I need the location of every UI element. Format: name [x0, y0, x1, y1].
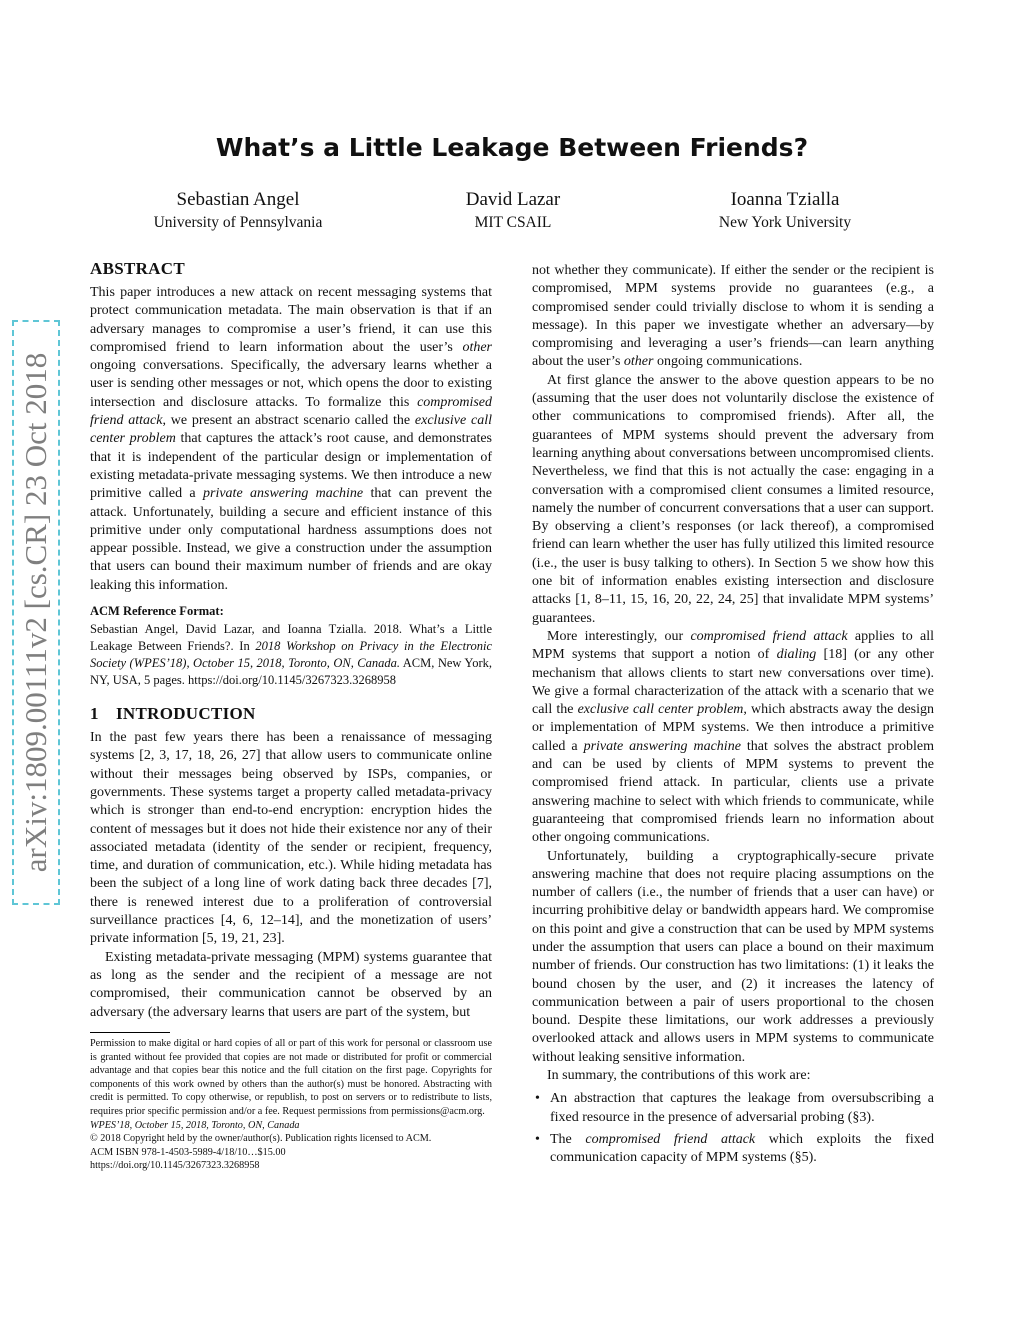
abstract-heading: ABSTRACT	[90, 259, 185, 278]
author-block	[88, 188, 388, 234]
author-affiliation: University of Pennsylvania	[153, 214, 323, 231]
doi-line: https://doi.org/10.1145/3267323.3268958	[90, 1160, 260, 1172]
footnote-rule	[90, 1032, 170, 1033]
left-column	[90, 258, 492, 1022]
intro-paragraph: Existing metadata-private messaging (MPM) systems guarantee that as long as the sender and the recipient of a message are not compromised, their communication cannot be observed by an adversary (the adversary learns that users are part of the system, but	[90, 949, 492, 1020]
body-paragraph: not whether they communicate). If either the sender or the recipient is compromised, MPM systems provide no guarantees (e.g., a compromised sender could trivially disclose to whom it is sending a message). In this paper we investigate whether an adversary—by compromising and leveraging a user’s friends—can learn anything about the user’s other ongoing communications.	[532, 263, 934, 370]
author-affiliation: MIT CSAIL	[474, 214, 552, 231]
arxiv-identifier-stamp: arXiv:1809.00111v2 [cs.CR] 23 Oct 2018	[12, 320, 60, 905]
body-paragraph: Unfortunately, building a cryptographically-secure private answering machine that does not require placing assumptions on the number of callers (i.e., the number of friends that a user can have) or incurring prohibitive delay or bandwidth appears hard. We compromise on this point and give a construction that can be used by MPM systems under the assumption that users can place a bound on their maximum number of friends. Our construction has two limitations: (1) it leaks the bound chosen by the user, and (2) it increases the latency of communication between a pair of users proportional to the chosen bound. Despite these limitations, our work addresses a previously overlooked attack and allows users in MPM systems to communicate without leaking sensitive information.	[532, 848, 934, 1065]
author-block	[635, 188, 935, 234]
copyright-line: © 2018 Copyright held by the owner/author(s). Publication rights licensed to ACM.	[90, 1133, 432, 1145]
paper-title: What’s a Little Leakage Between Friends?	[215, 133, 809, 162]
author-affiliation: New York University	[718, 214, 852, 231]
contributions-list	[532, 1090, 934, 1167]
bullet-icon: •	[535, 1131, 540, 1147]
author-name: Ioanna Tzialla	[730, 189, 840, 210]
acm-reference-heading: ACM Reference Format:	[90, 604, 224, 619]
author-name: Sebastian Angel	[176, 189, 300, 210]
list-item: • An abstraction that captures the leakage from oversubscribing a fixed resource in the presence of adversarial probing (§3).	[535, 1091, 934, 1125]
acm-reference-text: Sebastian Angel, David Lazar, and Ioanna Tzialla. 2018. What’s a Little Leakage Between Friends?. In 2018 Workshop on Privacy in the Electronic Society (WPES’18), October 15, 2018, Toronto, ON, Canada. ACM, New York, NY, USA, 5 pages. https://doi.org/10.1145/3267323.3268958	[90, 622, 492, 688]
permission-notice: Permission to make digital or hard copies of all or part of this work for personal or classroom use is granted without fee provided that copies are not made or distributed for profit or commercial advantage and that copies bear this notice and the full citation on the first page. Copyrights for components of this work owned by others than the author(s) must be honored. Abstracting with credit is permitted. To copy otherwise, or republish, to post on servers or to redistribute to lists, requires prior specific permission and/or a fee. Request permissions from permissions@acm.org.	[90, 1038, 492, 1117]
body-paragraph: In summary, the contributions of this work are:	[547, 1068, 811, 1084]
abstract-text: This paper introduces a new attack on recent messaging systems that protect communication metadata. The main observation is that if an adversary manages to compromise a user’s friend, it can use this compromised friend to learn information about the user’s other ongoing conversations. Specifically, the adversary learns whether a user is sending other messages or not, which opens the door to existing intersection and disclosure attacks. To formalize this compromised friend attack, we present an abstract scenario called the exclusive call center problem that captures the attack’s root cause, and demonstrates that it is independent of the particular design or implementation of existing metadata-private messaging systems. We then introduce a new primitive called a private answering machine that can prevent the attack. Unfortunately, building a secure and efficient instance of this primitive under only computational hardness assumptions does not appear possible. Instead, we give a construction under the assumption that users can bound their maximum number of friends and are okay leaking this information.	[90, 285, 492, 593]
author-name: David Lazar	[465, 189, 561, 210]
introduction-heading: 1 INTRODUCTION	[90, 704, 256, 724]
list-item: • The compromised friend attack which exploits the fixed communication capacity of MPM systems (§5).	[535, 1131, 934, 1166]
copyright-footnote	[90, 1037, 492, 1173]
intro-paragraph: In the past few years there has been a renaissance of messaging systems [2, 3, 17, 18, 26, 27] that allow users to communicate online without their messages being observed by ISPs, companies, or governments. These systems target a property called metadata-privacy which is stronger than end-to-end encryption: encryption hides the content of messages but it does not hide their existence nor any of their associated metadata (identity of the sender or recipient, frequency, time, and duration of communication, etc.). While hiding metadata has been the subject of a long line of work dating back three decades [7], there is renewed interest due to a proliferation of controversial surveillance practices [4, 6, 12–14], and the monetization of users’ private information [5, 19, 21, 23].	[90, 730, 492, 947]
bullet-icon: •	[535, 1091, 540, 1107]
body-paragraph: More interestingly, our compromised friend attack applies to all MPM systems that support a notion of dialing [18] (or any other mechanism that allows clients to start new conversations over time). We give a formal characterization of the attack with a scenario that we call the exclusive call center problem, which abstracts away the design or implementation of MPM systems. We then introduce a primitive called a private answering machine that solves the abstract problem and can be used by clients of MPM systems to prevent the compromised friend attack. In particular, clients use a private answering machine to select with which friends to communicate, while guaranteeing that compromised friends learn no information about other ongoing communications.	[532, 628, 934, 846]
body-paragraph: At first glance the answer to the above question appears to be no (assuming that the user does not voluntarily disclose the existence of other communications to compromised friends). After all, the guarantees of MPM systems should prevent the adversary from learning anything about conversations between uncompromised clients. Nevertheless, we find that this is not actually the case: engaging in a conversation with a compromised client consumes a limited resource, namely the number of concurrent conversations that a user can support. By observing a client’s responses (or lack thereof), a compromised friend can learn whether the user has fully utilized this limited resource (i.e., the user is busy talking to others). In Section 5 we show how this one bit of information enables existing intersection and disclosure attacks [1, 8–11, 15, 16, 20, 22, 24, 25] that invalidate MPM systems’ guarantees.	[532, 372, 934, 626]
right-column	[532, 262, 934, 1172]
author-block	[363, 188, 663, 234]
venue-line: WPES’18, October 15, 2018, Toronto, ON, Canada	[90, 1119, 300, 1131]
isbn-line: ACM ISBN 978-1-4503-5989-4/18/10…$15.00	[90, 1146, 286, 1158]
